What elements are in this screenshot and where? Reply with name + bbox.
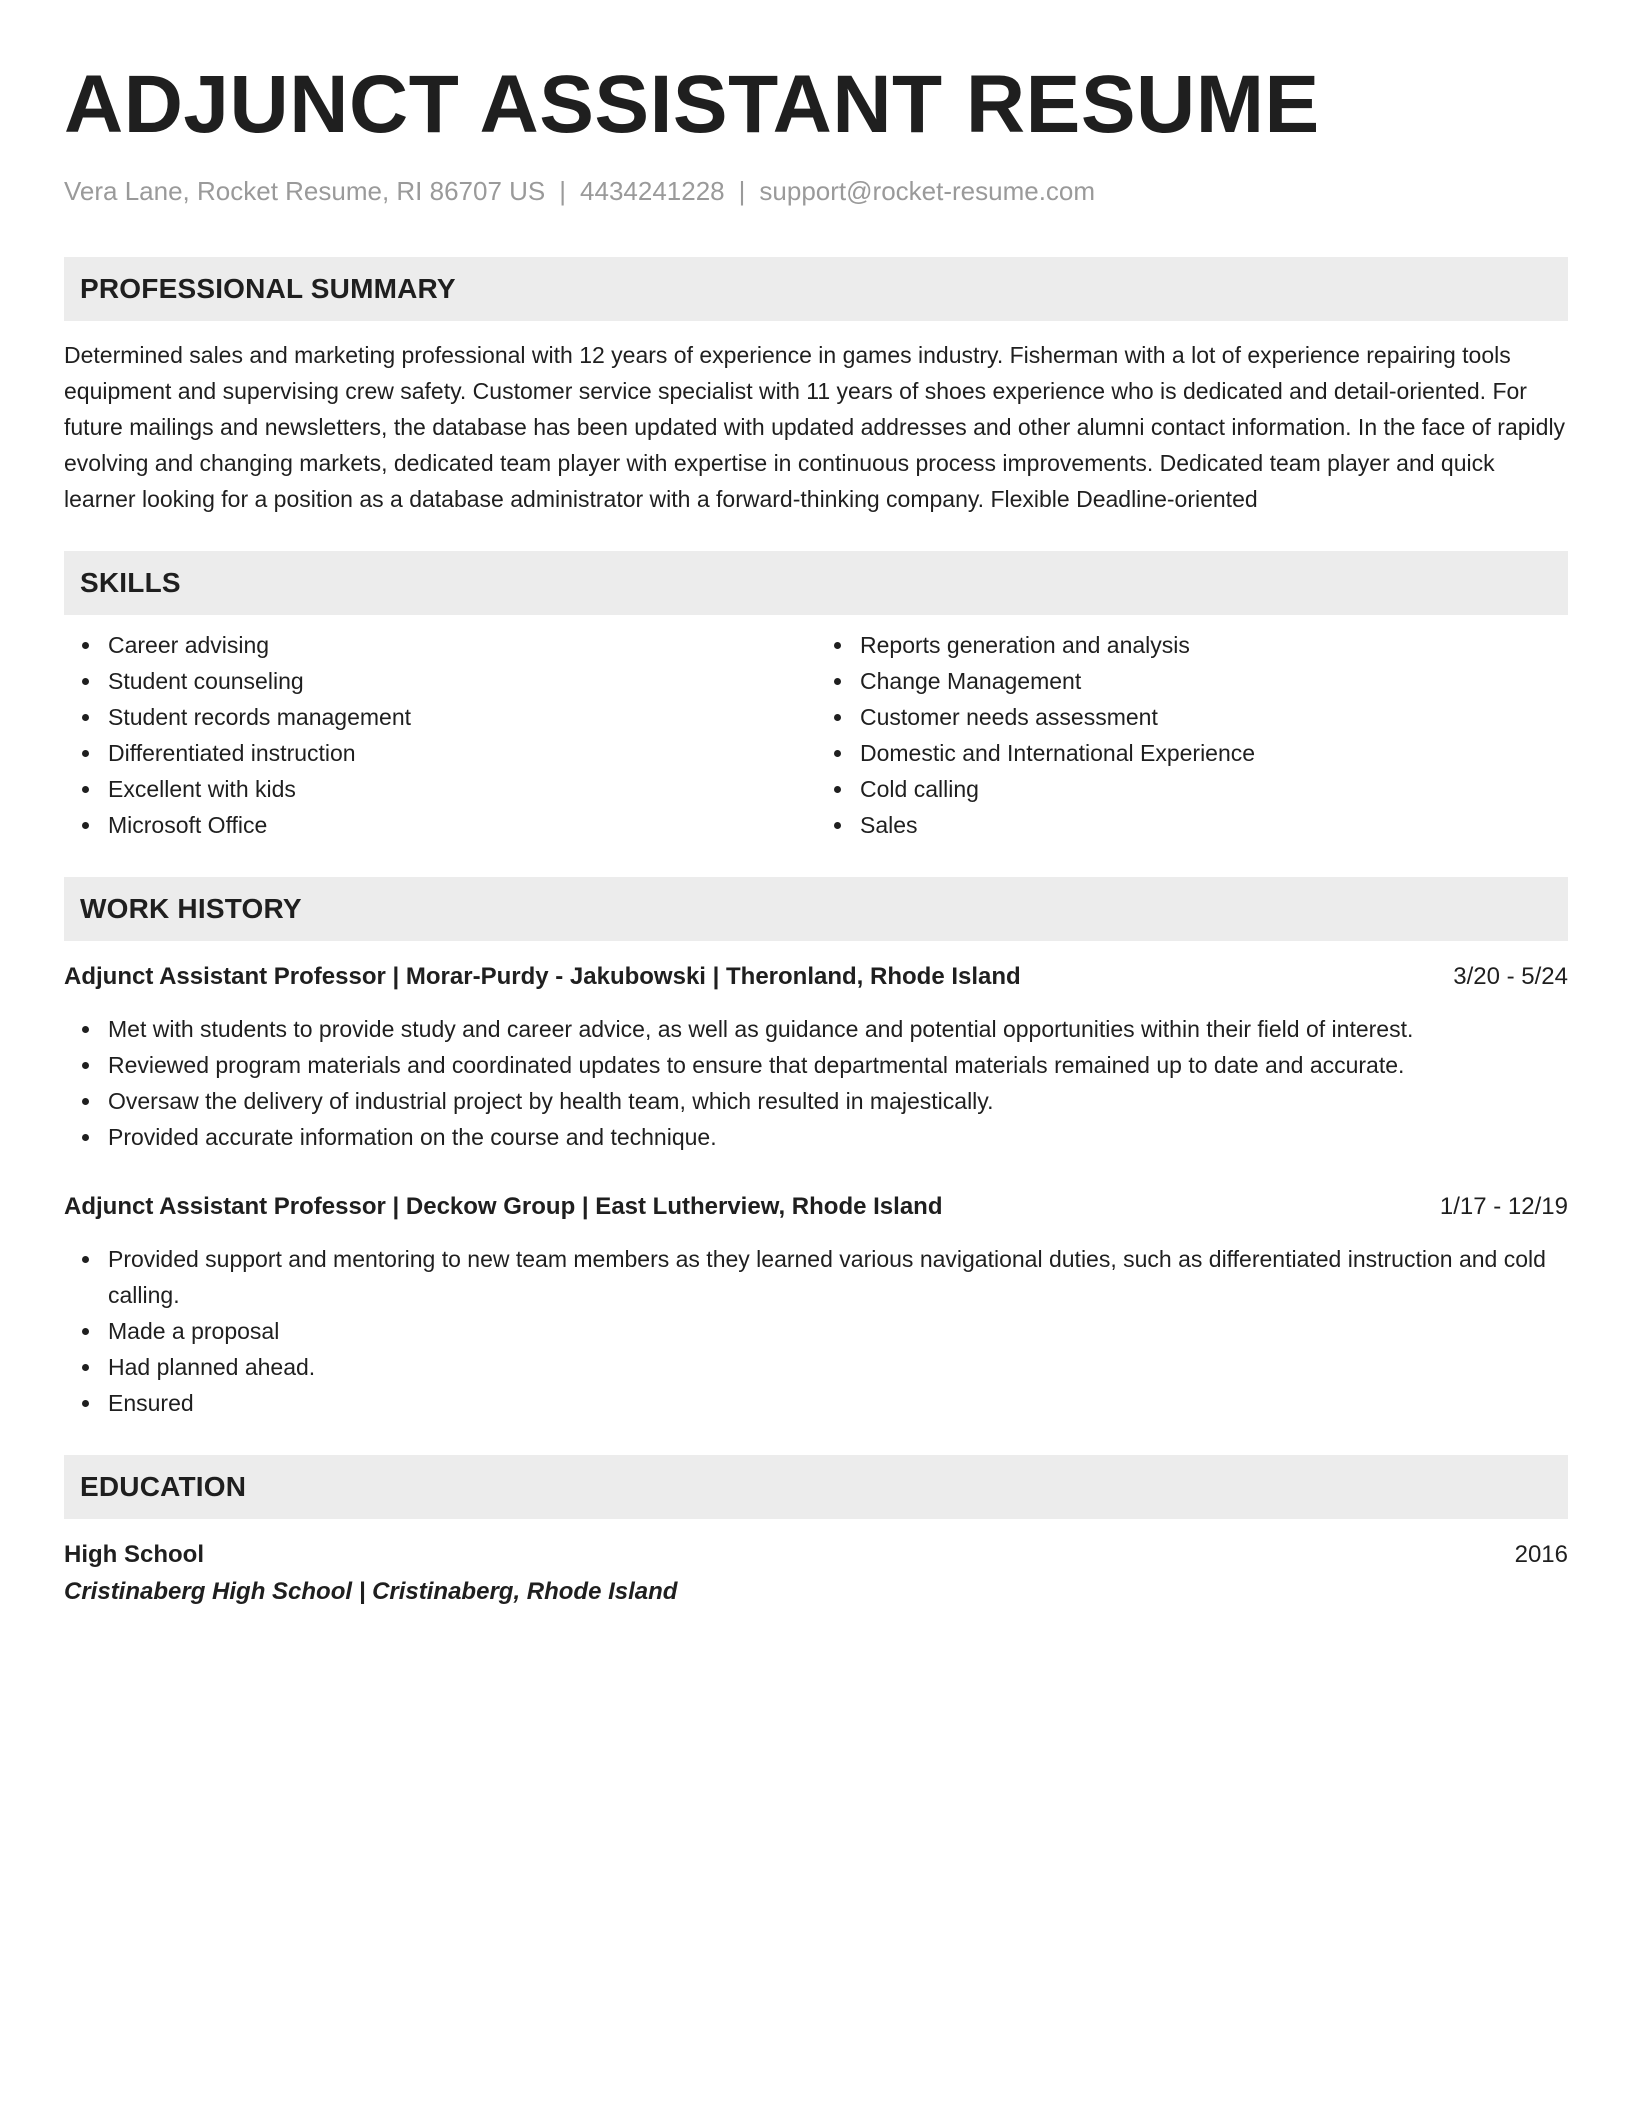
- skill-item: Change Management: [860, 663, 1568, 699]
- summary-section: [64, 257, 1568, 517]
- job-entry: [64, 959, 1568, 1155]
- resume-title: ADJUNCT ASSISTANT RESUME: [64, 59, 1320, 150]
- skill-item: Customer needs assessment: [860, 699, 1568, 735]
- skill-item: Student records management: [108, 699, 816, 735]
- job-title: Adjunct Assistant Professor | Morar-Purdy - Jakubowski | Theronland, Rhode Island: [64, 963, 1021, 991]
- skill-item: Differentiated instruction: [108, 735, 816, 771]
- summary-heading: PROFESSIONAL SUMMARY: [64, 257, 1568, 321]
- contact-address: Vera Lane, Rocket Resume, RI 86707 US: [64, 176, 546, 206]
- job-bullet: Ensured: [108, 1385, 1568, 1421]
- skills-heading: SKILLS: [64, 551, 1568, 615]
- skill-item: Sales: [860, 807, 1568, 843]
- job-header: [64, 1189, 1568, 1225]
- contact-phone: 4434241228: [580, 176, 725, 206]
- education-heading: EDUCATION: [64, 1455, 1568, 1519]
- job-bullet: Provided support and mentoring to new team members as they learned various navigational duties, such as differentiated instruction and cold calling.: [108, 1241, 1568, 1313]
- skill-item: Domestic and International Experience: [860, 735, 1568, 771]
- job-header: [64, 959, 1568, 995]
- education-entry: [64, 1537, 1568, 1611]
- skill-item: Cold calling: [860, 771, 1568, 807]
- skills-columns: [64, 627, 1568, 843]
- skill-item: Microsoft Office: [108, 807, 816, 843]
- skill-item: Student counseling: [108, 663, 816, 699]
- education-degree: High School: [64, 1541, 204, 1569]
- education-section: [64, 1455, 1568, 1611]
- job-bullet: Provided accurate information on the course and technique.: [108, 1119, 1568, 1155]
- work-heading: WORK HISTORY: [64, 877, 1568, 941]
- contact-separator: |: [738, 176, 746, 206]
- job-bullet: Oversaw the delivery of industrial project by health team, which resulted in majestically.: [108, 1083, 1568, 1119]
- job-bullets: [64, 1241, 1568, 1421]
- contact-email: support@rocket-resume.com: [759, 176, 1096, 206]
- work-section: [64, 877, 1568, 1421]
- contact-separator: |: [559, 176, 567, 206]
- job-entry: [64, 1189, 1568, 1421]
- contact-line: [64, 176, 1568, 207]
- summary-text: Determined sales and marketing professional with 12 years of experience in games industry. Fisherman with a lot of experience repairing tools equipment and supervising crew safety. Customer service specialist with 11 years of shoes experience who is dedicated and detail-oriented. For future mailings and newsletters, the database has been updated with updated addresses and other alumni contact information. In the face of rapidly evolving and changing markets, dedicated team player with expertise in continuous process improvements. Dedicated team player and quick learner looking for a position as a database administrator with a forward-thinking company. Flexible Deadline-oriented: [64, 342, 1566, 513]
- skills-right-list: [816, 627, 1568, 843]
- education-header: [64, 1537, 1568, 1573]
- skill-item: Career advising: [108, 627, 816, 663]
- education-year: 2016: [1514, 1541, 1568, 1569]
- skill-item: Excellent with kids: [108, 771, 816, 807]
- education-school: Cristinaberg High School | Cristinaberg, Rhode Island: [64, 1578, 678, 1606]
- job-dates: 3/20 - 5/24: [1453, 963, 1568, 991]
- job-bullet: Reviewed program materials and coordinated updates to ensure that departmental materials remained up to date and accurate.: [108, 1047, 1568, 1083]
- skill-item: Reports generation and analysis: [860, 627, 1568, 663]
- job-title: Adjunct Assistant Professor | Deckow Group | East Lutherview, Rhode Island: [64, 1193, 943, 1221]
- skills-left-list: [64, 627, 816, 843]
- job-bullet: Had planned ahead.: [108, 1349, 1568, 1385]
- job-bullet: Met with students to provide study and career advice, as well as guidance and potential opportunities within their field of interest.: [108, 1011, 1568, 1047]
- skills-section: [64, 551, 1568, 843]
- job-bullets: [64, 1011, 1568, 1155]
- job-dates: 1/17 - 12/19: [1439, 1193, 1568, 1221]
- job-bullet: Made a proposal: [108, 1313, 1568, 1349]
